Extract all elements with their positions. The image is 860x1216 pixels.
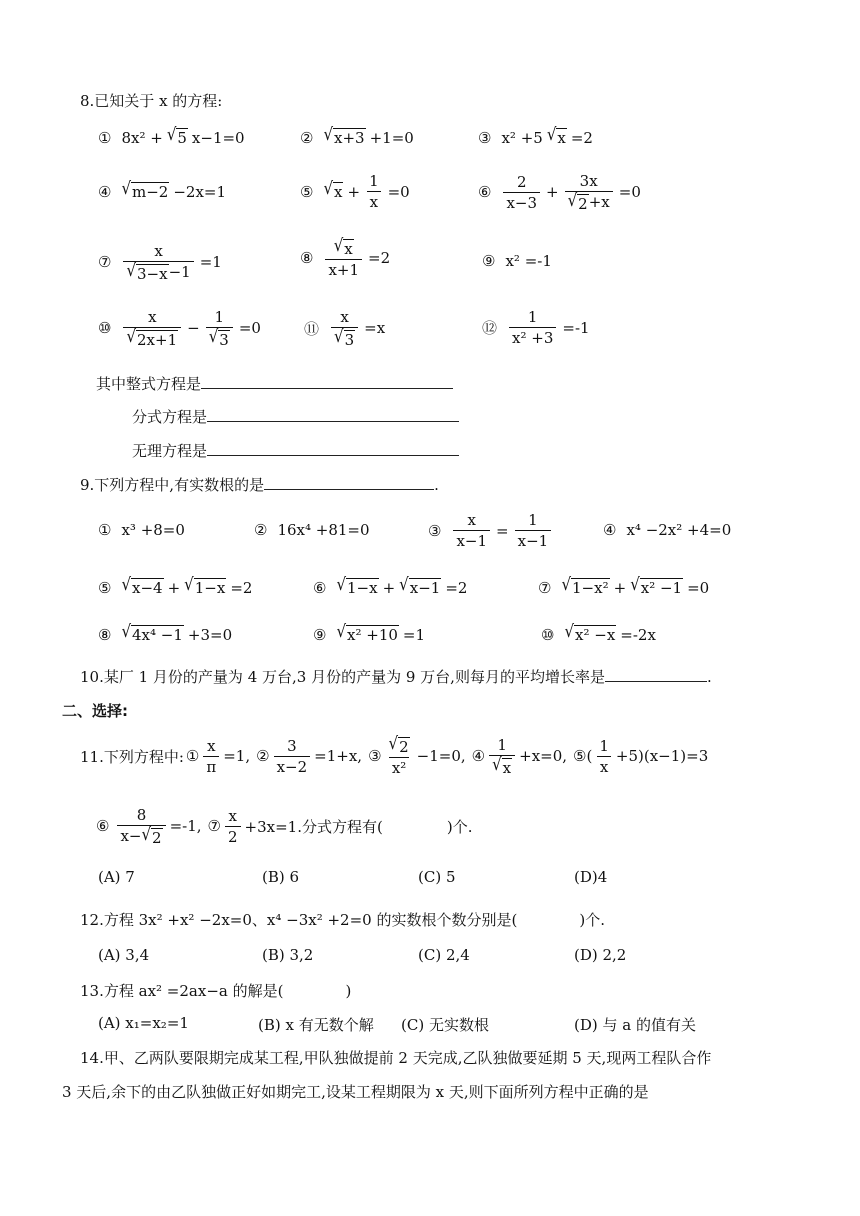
option-b[interactable]: (B) 3,2 <box>262 946 314 964</box>
q12-stem <box>80 909 605 930</box>
period: . <box>706 668 712 686</box>
q9-eq7 <box>538 574 710 597</box>
operator: + <box>546 183 559 202</box>
sqrt: √ x² −x <box>564 621 616 644</box>
fraction: 8 x− √ 2 <box>117 806 165 847</box>
label: 分式方程是 <box>132 408 208 426</box>
term: =0 <box>687 578 710 597</box>
q8-eq11 <box>304 308 385 349</box>
sqrt: √ x² +10 <box>336 621 398 644</box>
fraction: $\frac{x}{\pi}$ <box>203 737 219 776</box>
item-number: ⑩ <box>98 319 112 338</box>
option-c[interactable]: (C) 2,4 <box>418 946 470 964</box>
item-number: ⑧ <box>300 249 314 268</box>
item-number: ① <box>98 521 112 539</box>
item-number: ⑪ <box>304 319 320 338</box>
q14-line2: 3 天后,余下的由乙队独做正好如期完工,设某工程期限为 x 天,则下面所列方程中正确的是 <box>62 1083 649 1101</box>
sqrt: √ 5 <box>166 124 187 147</box>
item-number: ④ <box>471 747 486 766</box>
sqrt: √ x² −1 <box>630 574 683 597</box>
term: =-2x <box>620 625 656 644</box>
period: . <box>434 476 439 494</box>
term: =1 <box>199 253 222 272</box>
q9-eq4 <box>603 521 731 539</box>
item-number: ③ <box>368 747 382 766</box>
q9-eq6 <box>313 574 468 597</box>
fraction: √ 2 x² <box>388 732 409 777</box>
fraction: x √ 3−x −1 <box>123 242 193 283</box>
term: =0 <box>618 183 641 202</box>
stem-text: 9.下列方程中,有实数根的是 <box>80 476 265 494</box>
operator: + <box>347 182 361 201</box>
term: =-1 <box>562 318 590 337</box>
q8-eq10 <box>98 308 261 349</box>
sqrt: √ x+3 <box>323 124 365 147</box>
q8-eq3 <box>478 124 593 147</box>
fraction: $\frac{x}{x-1}$ <box>453 511 490 550</box>
q9-eq5 <box>98 574 253 597</box>
sqrt: √ m−2 <box>121 178 169 201</box>
q11-line2 <box>96 806 472 847</box>
fraction: 1 x <box>596 737 612 776</box>
item-number: ⑥ <box>313 578 327 597</box>
fraction: $\frac{1}{x}$ <box>366 172 382 211</box>
term: =2 <box>570 128 593 147</box>
fraction: 1 √ x <box>489 736 515 777</box>
sqrt: √ x−4 <box>121 574 163 597</box>
answer-blank[interactable] <box>207 405 459 422</box>
term: ) <box>345 982 352 1000</box>
item-number: ⑦ <box>538 578 552 597</box>
sqrt: √ x <box>323 178 343 201</box>
term: +x=0, <box>519 747 568 766</box>
term: )个. <box>579 911 605 929</box>
section-heading: 二、选择: <box>62 702 128 720</box>
operator: + <box>167 578 181 597</box>
item-number: ⑧ <box>98 625 112 644</box>
item-number: ⑥ <box>96 817 110 836</box>
irrational-answer-line <box>132 439 459 461</box>
q9-eq9 <box>313 621 426 644</box>
option-c[interactable]: (C) 5 <box>418 868 456 886</box>
operator: = <box>496 521 509 540</box>
q8-eq4 <box>98 178 227 201</box>
q9-eq3 <box>428 511 553 550</box>
item-number: ① <box>185 747 200 766</box>
option-c[interactable]: (C) 无实数根 <box>401 1016 489 1034</box>
fraction: $\frac{1}{\text{x² +3}}$ <box>509 308 556 347</box>
item-number: ⑩ <box>541 625 555 644</box>
answer-blank[interactable] <box>201 372 453 389</box>
term: =2 <box>445 578 468 597</box>
item-number: ③ <box>428 521 442 540</box>
q11-line1 <box>80 732 709 777</box>
q8-eq6 <box>478 172 641 213</box>
q14-line1: 14.甲、乙两队要限期完成某工程,甲队独做提前 2 天完成,乙队独做要延期 5 天,现两工程队合作 <box>80 1049 712 1067</box>
sqrt: √ 1−x <box>336 574 378 597</box>
stem-text: 10.某厂 1 月份的产量为 4 万台,3 月份的产量为 9 万台,则每月的平均增长率是 <box>80 668 605 686</box>
fractional-answer-line <box>132 405 459 427</box>
term: 8x² + <box>121 128 163 147</box>
term: +3=0 <box>187 625 233 644</box>
stem-text: 12.方程 3x² +x² −2x=0、x⁴ −3x² +2=0 的实数根个数分别是( <box>80 911 518 929</box>
q9-eq1 <box>98 521 185 539</box>
item-number: ② <box>254 521 268 539</box>
term: −1=0, <box>416 747 466 766</box>
term: =2 <box>230 578 253 597</box>
item-number: ② <box>256 747 270 766</box>
stem-text: 13.方程 ax² =2ax−a 的解是( <box>80 982 284 1000</box>
option-d[interactable]: (D) 与 a 的值有关 <box>574 1016 696 1034</box>
term: x−1=0 <box>191 128 245 147</box>
option-b[interactable]: (B) 6 <box>262 868 300 886</box>
item-number: ⑨ <box>482 252 496 270</box>
term: =0 <box>238 319 261 338</box>
q8-eq1 <box>98 124 245 147</box>
fraction: x √ 2x+1 <box>123 308 181 349</box>
fraction: $\frac{3}{x-2}$ <box>274 737 311 776</box>
term: x³ +8=0 <box>121 521 185 539</box>
option-a[interactable]: (A) 3,4 <box>98 946 150 964</box>
q8-eq9 <box>482 252 552 270</box>
stem-text: 11.下列方程中: <box>80 747 184 766</box>
term: +1=0 <box>369 128 414 147</box>
item-number: ① <box>98 128 112 147</box>
operator: + <box>613 578 627 597</box>
answer-blank[interactable] <box>605 665 707 682</box>
q8-eq12 <box>482 308 590 347</box>
option-d[interactable]: (D) 2,2 <box>574 946 627 964</box>
item-number: ⑫ <box>482 319 498 337</box>
option-a[interactable]: (A) x₁=x₂=1 <box>98 1014 189 1032</box>
fraction: 2 x−3 <box>503 173 540 212</box>
term: =1 <box>402 625 426 644</box>
item-number: ⑤( <box>573 747 593 766</box>
answer-blank[interactable] <box>264 473 434 490</box>
q9-eq2 <box>254 521 370 539</box>
fraction: $\frac{1}{x-1}$ <box>515 511 552 550</box>
fraction: √ x x+1 <box>325 238 362 279</box>
term: =0 <box>387 182 410 201</box>
item-number: ⑦ <box>98 253 112 272</box>
integral-answer-line <box>96 372 453 394</box>
q9-eq8 <box>98 621 233 644</box>
q8-eq2 <box>300 124 414 147</box>
term: +5)(x−1)=3 <box>615 747 709 766</box>
operator: + <box>382 578 396 597</box>
term: =2 <box>368 249 391 268</box>
q9-eq10 <box>541 621 656 644</box>
term: =1, <box>223 747 251 766</box>
q8-stem: 8.已知关于 x 的方程: <box>80 92 223 110</box>
term: x⁴ −2x² +4=0 <box>626 521 732 539</box>
fraction: 1 √ 3 <box>206 308 233 349</box>
q8-eq7 <box>98 242 222 283</box>
q8-eq8 <box>300 234 391 279</box>
term: +3x=1.分式方程有( <box>244 817 383 836</box>
q13-stem <box>80 980 351 1001</box>
fraction: x 2 <box>225 807 241 846</box>
operator: − <box>187 319 200 338</box>
option-b[interactable]: (B) x 有无数个解 <box>258 1016 374 1034</box>
option-d[interactable]: (D)4 <box>574 868 608 886</box>
sqrt: √ 4x⁴ −1 <box>121 621 183 644</box>
fraction: x √ 3 <box>331 308 358 349</box>
item-number: ⑤ <box>300 182 314 201</box>
term: 16x⁴ +81=0 <box>277 521 370 539</box>
sqrt: √ x <box>546 124 566 147</box>
item-number: ④ <box>98 182 112 201</box>
label: 其中整式方程是 <box>96 375 202 393</box>
label: 无理方程是 <box>132 442 208 460</box>
item-number: ⑤ <box>98 578 112 597</box>
term: x² =-1 <box>505 252 552 270</box>
sqrt: √ x−1 <box>399 574 441 597</box>
q8-eq5 <box>300 172 410 211</box>
answer-blank[interactable] <box>207 439 459 456</box>
item-number: ⑥ <box>478 183 492 202</box>
item-number: ⑦ <box>207 817 221 836</box>
item-number: ③ <box>478 128 492 147</box>
term: −2x=1 <box>173 182 227 201</box>
q9-stem <box>80 473 439 495</box>
fraction: 3x √ 2 +x <box>565 172 613 213</box>
sqrt: √ 1−x² <box>561 574 609 597</box>
item-number: ④ <box>603 521 617 539</box>
option-a[interactable]: (A) 7 <box>98 868 135 886</box>
term: =x <box>364 319 386 338</box>
q10 <box>80 665 712 687</box>
item-number: ② <box>300 128 314 147</box>
term: )个. <box>446 817 473 836</box>
term: =1+x, <box>314 747 363 766</box>
item-number: ⑨ <box>313 625 327 644</box>
sqrt: √ 1−x <box>184 574 226 597</box>
term: =-1, <box>169 817 202 836</box>
term: x² +5 <box>501 128 543 147</box>
